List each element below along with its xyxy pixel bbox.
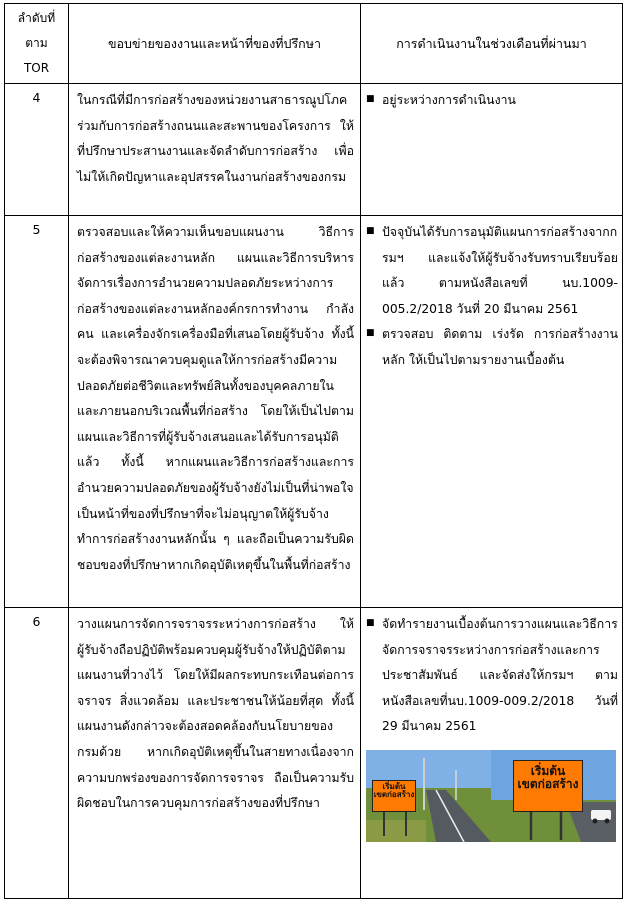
row-scope: วางแผนการจัดการจราจรระหว่างการก่อสร้าง ให้ผู้รับจ้างถือปฏิบัติพร้อมควบคุมผู้รับจ้างให้ปฏิบัติตามแผนงานที่วางไว้ โดยให้มีผลกระทบกระเทือนต่อการจราจร สิ่งแวดล้อม และประชาชนให้น้อยที่สุด ทั้งนี้ แผนงานดังกล่าวจะต้องสอดคล้องกับนโยบายของกรมด้วย หากเกิดอุบัติเหตุขึ้นในสายทางเนื่องจากความบกพร่องของการจัดการจราจร ถือเป็นความรับผิดชอบในการควบคุมการก่อสร้างของที่ปรึกษา [69,608,361,899]
table-row [5,216,623,608]
row-progress [361,84,623,216]
col-scope-header: ขอบข่ายของงานและหน้าที่ของที่ปรึกษา [69,4,361,84]
col-no-line3: TOR [23,61,50,75]
sign-line2: เขตก่อสร้าง [517,776,579,791]
bullet-icon: ■ [366,226,375,236]
bullet-icon: ■ [366,328,375,339]
progress-text: ตรวจสอบ ติดตาม เร่งรัด การก่อสร้างงานหลัก ให้เป็นไปตามรายงานเบื้องต้น [382,327,618,367]
table-row [5,608,623,899]
bullet-icon: ■ [366,618,375,628]
col-no-header [5,4,69,84]
construction-sign-photo [491,750,616,842]
construction-sign-photo [366,750,491,842]
row-number: 6 [5,608,69,899]
header-row [5,4,623,84]
progress-item [365,322,618,373]
sign-line1: เริ่มต้น [382,781,406,791]
row-number: 4 [5,84,69,216]
row-scope: ในกรณีที่มีการก่อสร้างของหน่วยงานสาธารณูปโภคร่วมกับการก่อสร้างถนนและสะพานของโครงการ ให้ที่ปรึกษาประสานงานและจัดลำดับการก่อสร้าง เพื่อไม่ให้เกิดปัญหาและอุปสรรคในงานก่อสร้างของกรม [69,84,361,216]
col-no-line2: ตาม [25,36,48,50]
col-no-line1: ลำดับที่ [17,11,56,25]
row-scope: ตรวจสอบและให้ความเห็นขอบแผนงาน วิธีการก่อสร้างของแต่ละงานหลัก แผนและวิธีการบริหารจัดการเรื่องการอำนวยความปลอดภัยระหว่างการก่อสร้างของแต่ละงานหลักองค์กรการทำงาน กำลังคน และเครื่องจักรเครื่องมือที่เสนอโดยผู้รับจ้าง ทั้งนี้จะต้องพิจารณาควบคุมดูแลให้การก่อสร้างมีความปลอดภัยต่อชีวิตและทรัพย์สินทั้งของบุคคลภายในและภายนอกบริเวณพื้นที่ก่อสร้าง โดยให้เป็นไปตามแผนและวิธีการที่ผู้รับจ้างเสนอและได้รับการอนุมัติแล้ว ทั้งนี้ หากแผนและวิธีการก่อสร้างและการอำนวยความปลอดภัยของผู้รับจ้างยังไม่เป็นที่น่าพอใจ เป็นหน้าที่ของที่ปรึกษาที่จะไม่อนุญาตให้ผู้รับจ้างทำการก่อสร้างงานหลักนั้น ๆ และถือเป็นความรับผิดชอบของที่ปรึกษาหากเกิดอุบัติเหตุขึ้นในพื้นที่ก่อสร้าง [69,216,361,608]
progress-text: จัดทำรายงานเบื้องต้นการวางแผนและวิธีการจัดการจราจรระหว่างการก่อสร้างและการประชาสัมพันธ์ และจัดส่งให้กรมฯ ตามหนังสือเลขที่นบ.1009-009.2/2018 วันที่ 29 มีนาคม 2561 [382,617,618,734]
progress-item [365,88,618,114]
photo-pair [365,750,618,842]
row-number: 5 [5,216,69,608]
col-progress-header: การดำเนินงานในช่วงเดือนที่ผ่านมา [361,4,623,84]
sign-line1: เริ่มต้น [530,763,566,778]
row-progress [361,608,623,899]
construction-sign [513,760,583,812]
progress-item [365,612,618,740]
construction-sign [372,780,416,812]
tor-table [4,3,623,899]
progress-text: อยู่ระหว่างการดำเนินงาน [382,93,516,107]
bullet-icon: ■ [366,94,375,104]
row-progress [361,216,623,608]
progress-text: ปัจจุบันได้รับการอนุมัติแผนการก่อสร้างจากกรมฯ และแจ้งให้ผู้รับจ้างรับทราบเรียบร้อยแล้ว ตามหนังสือเลขที่ นบ.1009-005.2/2018 วันที่ 20 มีนาคม 2561 [382,225,618,316]
progress-item [365,220,618,322]
sign-line2: เขตก่อสร้าง [373,790,415,800]
table-row [5,84,623,216]
